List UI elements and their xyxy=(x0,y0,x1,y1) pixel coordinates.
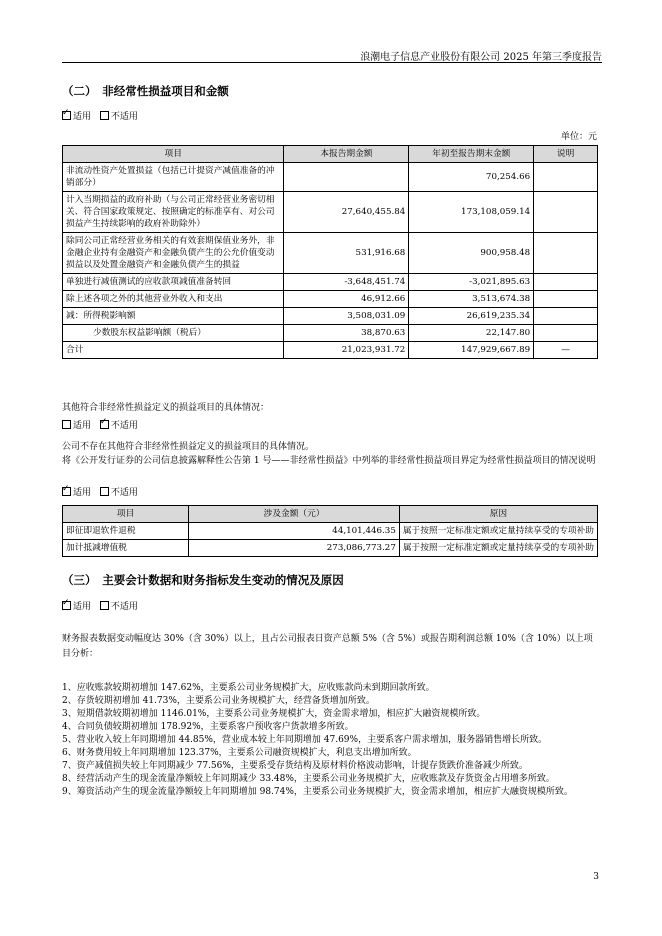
checkbox-not-applicable[interactable] xyxy=(100,601,109,610)
list-item: 6、财务费用较上年同期增加 123.37%，主要系公司融资规模扩大，利息支出增加所致。 xyxy=(62,748,417,758)
table-row-total: 合计 21,023,931.72 147,929,667.89 — xyxy=(63,342,598,359)
non-recurring-table xyxy=(62,145,598,359)
col-header-item: 项目 xyxy=(63,146,284,163)
reclass-table xyxy=(62,505,598,557)
table-row: 即征即退软件退税 44,101,446.35 属于按照一定标准定额或定量持续享受的专项补助 xyxy=(63,523,598,540)
applicable-options-3: ✓适用 不适用 xyxy=(62,487,138,500)
list-item: 2、存货较期初增加 41.73%，主要系公司业务规模扩大，经营备货增加所致。 xyxy=(62,696,375,706)
header-divider xyxy=(62,62,602,63)
checkbox-not-applicable[interactable] xyxy=(100,487,109,496)
list-item: 9、筹资活动产生的现金流量净额较上年同期增加 98.74%，主要系公司业务规模扩大，资金需求增加，相应扩大融资规模所致。 xyxy=(62,787,573,797)
list-item: 3、短期借款较期初增加 1146.01%，主要系公司业务规模扩大，资金需求增加，相应扩大融资规模所致。 xyxy=(62,709,486,719)
table-row: 少数股东权益影响额（税后） 38,870.63 22,147.80 xyxy=(63,325,598,342)
col-header-note: 说明 xyxy=(534,146,598,163)
table-row: 除同公司正常经营业务相关的有效套期保值业务外，非金融企业持有金融资产和金融负债产生的公允价值变动损益以及处置金融资产和金融负债产生的损益 531,916.68 900,958.48 xyxy=(63,233,598,274)
list-item: 1、应收账款较期初增加 147.62%，主要系公司业务规模扩大，应收账款尚未到期回款所致。 xyxy=(62,683,435,693)
applicable-options-4: ✓适用 不适用 xyxy=(62,601,138,614)
checkbox-applicable-checked[interactable] xyxy=(62,111,71,120)
list-item: 7、资产减值损失较上年同期减少 77.56%，主要系受存货结构及原材料价格波动影响，计提存货跌价准备减少所致。 xyxy=(62,761,528,771)
section3-title: （三） 主要会计数据和财务指标发生变动的情况及原因 xyxy=(62,573,344,587)
unit-label: 单位：元 xyxy=(560,132,597,142)
analysis-list xyxy=(62,682,598,799)
checkbox-not-applicable-checked[interactable] xyxy=(100,420,109,429)
analysis-intro: 财务报表数据变动幅度达 30%（含 30%）以上，且占公司报表日资产总额 5%（含 5%）或报告期利润总额 10%（含 10%）以上项目分析： xyxy=(62,634,593,659)
table-row: 除上述各项之外的其他营业外收入和支出 46,912.66 3,513,674.38 xyxy=(63,291,598,308)
checkbox-applicable-checked[interactable] xyxy=(62,601,71,610)
list-item: 5、营业收入较上年同期增加 44.85%，营业成本较上年同期增加 47.69%，主要系客户需求增加，服务器销售增长所致。 xyxy=(62,735,548,745)
checkbox-not-applicable[interactable] xyxy=(100,111,109,120)
checkbox-applicable-checked[interactable] xyxy=(62,487,71,496)
col-header-current: 本报告期金额 xyxy=(284,146,409,163)
table-row: 加计抵减增值税 273,086,773.27 属于按照一定标准定额或定量持续享受的专项补助 xyxy=(63,540,598,557)
reclass-description: 将《公开发行证券的公司信息披露解释性公告第 1 号——非经常性损益》中列举的非经常性损益项目界定为经常性损益项目的情况说明 xyxy=(62,456,596,466)
table-row: 减：所得税影响额 3,508,031.09 26,619,235.34 xyxy=(63,308,598,325)
applicable-options-1: ✓适用 不适用 xyxy=(62,111,138,124)
other-items-label: 其他符合非经常性损益定义的损益项目的具体情况： xyxy=(62,403,270,413)
checkbox-applicable[interactable] xyxy=(62,420,71,429)
list-item: 4、合同负债较期初增加 178.92%，主要系客户预收客户货款增多所致。 xyxy=(62,722,354,732)
col-header-item: 项目 xyxy=(63,506,189,523)
page-number: 3 xyxy=(593,872,599,882)
other-items-statement: 公司不存在其他符合非经常性损益定义的损益项目的具体情况。 xyxy=(62,442,315,452)
list-item: 8、经营活动产生的现金流量净额较上年同期减少 33.48%，主要系公司业务规模扩大，应收账款及存货资金占用增多所致。 xyxy=(62,774,555,784)
col-header-amount: 涉及金额（元） xyxy=(189,506,400,523)
col-header-reason: 原因 xyxy=(399,506,597,523)
section2-title: （二） 非经常性损益项目和金额 xyxy=(62,84,229,98)
col-header-ytd: 年初至报告期末金额 xyxy=(409,146,534,163)
report-header-title: 浪潮电子信息产业股份有限公司 2025 年第三季度报告 xyxy=(360,52,602,63)
table-row: 非流动性资产处置损益（包括已计提资产减值准备的冲销部分） 70,254.66 xyxy=(63,163,598,192)
table-row: 计入当期损益的政府补助（与公司正常经营业务密切相关、符合国家政策规定、按照确定的标准享有、对公司损益产生持续影响的政府补助除外） 27,640,455.84 173,108,059.14 xyxy=(63,192,598,233)
table-row: 单独进行减值测试的应收款项减值准备转回 -3,648,451.74 -3,021,895.63 xyxy=(63,274,598,291)
applicable-options-2: 适用 ✓ 不适用 xyxy=(62,420,138,433)
